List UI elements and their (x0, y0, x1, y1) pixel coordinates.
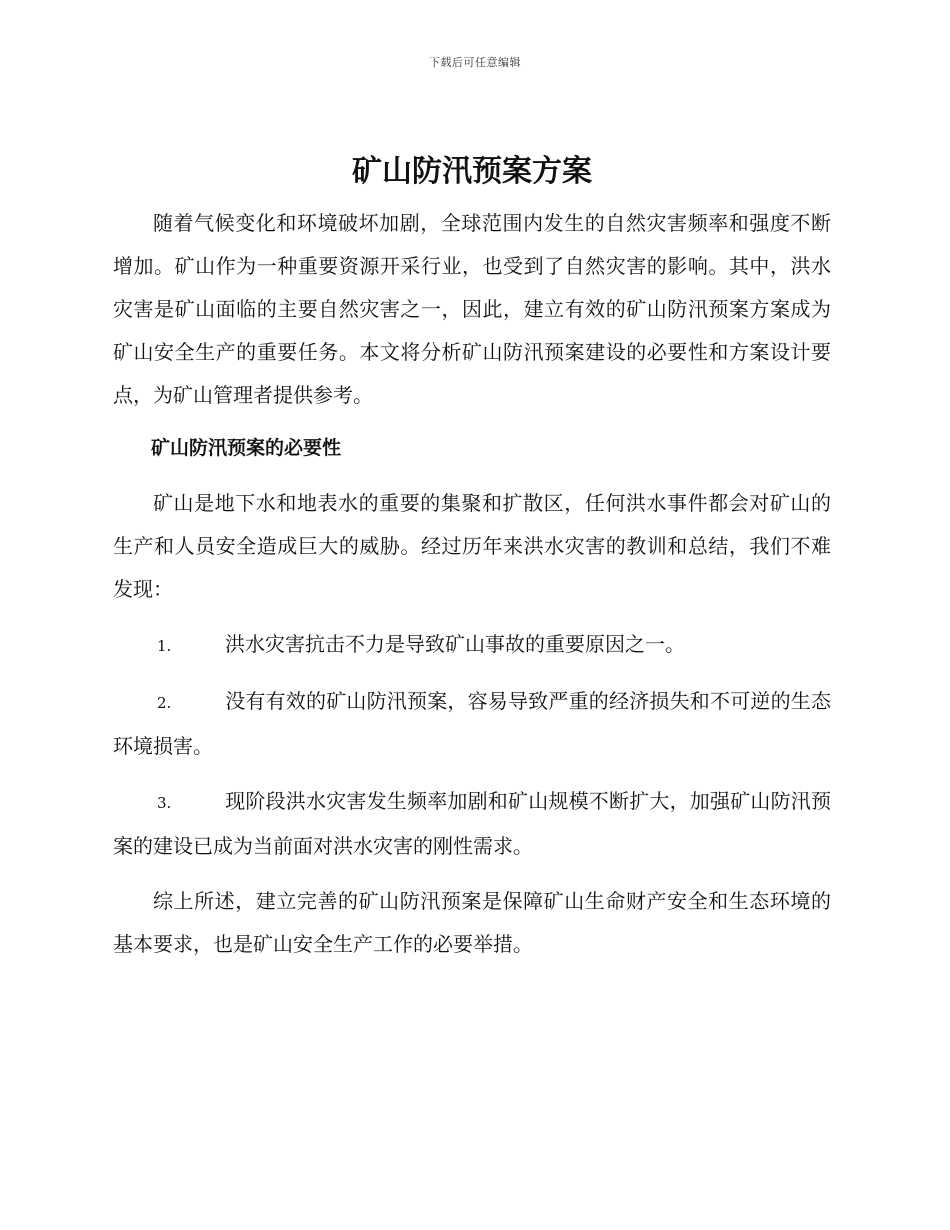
list-item-text: 没有有效的矿山防汛预案，容易导致严重的经济损失和不可逆的生态环境损害。 (113, 689, 831, 758)
conclusion-paragraph: 综上所述，建立完善的矿山防汛预案是保障矿山生命财产安全和生态环境的基本要求，也是矿山安全生产工作的必要举措。 (113, 889, 831, 956)
list-item-number: 2. (157, 694, 172, 712)
list-item (113, 623, 831, 668)
list-item (113, 680, 831, 768)
section-heading: 矿山防汛预案的必要性 (151, 437, 342, 459)
page-header: 下载后可任意编辑 (429, 56, 521, 69)
list-item-number: 3. (157, 794, 172, 812)
document-body (113, 152, 831, 966)
list-item (113, 780, 831, 868)
document-title: 矿山防汛预案方案 (352, 154, 592, 189)
section-paragraph: 矿山是地下水和地表水的重要的集聚和扩散区，任何洪水事件都会对矿山的生产和人员安全造成巨大的威胁。经过历年来洪水灾害的教训和总结，我们不难发现： (113, 491, 831, 601)
list-item-text: 现阶段洪水灾害发生频率加剧和矿山规模不断扩大，加强矿山防汛预案的建设已成为当前面对洪水灾害的刚性需求。 (113, 789, 831, 858)
list-item-text: 洪水灾害抗击不力是导致矿山事故的重要原因之一。 (225, 632, 685, 656)
intro-paragraph: 随着气候变化和环境破坏加剧，全球范围内发生的自然灾害频率和强度不断增加。矿山作为一种重要资源开采行业，也受到了自然灾害的影响。其中，洪水灾害是矿山面临的主要自然灾害之一，因此，建立有效的矿山防汛预案方案成为矿山安全生产的重要任务。本文将分析矿山防汛预案建设的必要性和方案设计要点，为矿山管理者提供参考。 (113, 211, 831, 407)
list-item-number: 1. (157, 637, 172, 655)
